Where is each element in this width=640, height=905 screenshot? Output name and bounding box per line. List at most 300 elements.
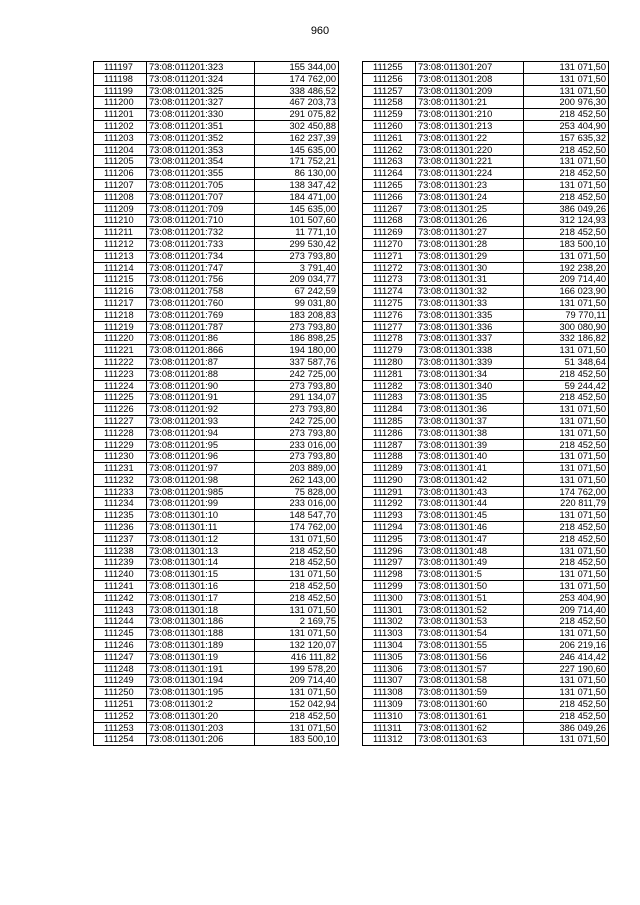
value-cell: 218 452,50: [524, 616, 609, 628]
table-row: [363, 722, 609, 734]
cadastral-number-cell: 73:08:011301:55: [416, 640, 524, 652]
cadastral-number-cell: 73:08:011301:224: [416, 168, 524, 180]
row-number-cell: 111222: [94, 356, 147, 368]
row-number-cell: 111279: [363, 345, 416, 357]
table-row: [363, 710, 609, 722]
row-number-cell: 111243: [94, 604, 147, 616]
cadastral-number-cell: 73:08:011201:866: [147, 345, 255, 357]
table-row: [94, 439, 339, 451]
cadastral-number-cell: 73:08:011301:52: [416, 604, 524, 616]
cadastral-number-cell: 73:08:011201:733: [147, 238, 255, 250]
row-number-cell: 111236: [94, 522, 147, 534]
table-row: [363, 522, 609, 534]
cadastral-number-cell: 73:08:011301:31: [416, 274, 524, 286]
table-row: [94, 109, 339, 121]
row-number-cell: 111221: [94, 345, 147, 357]
table-row: [363, 687, 609, 699]
row-number-cell: 111266: [363, 191, 416, 203]
row-number-cell: 111297: [363, 557, 416, 569]
cadastral-number-cell: 73:08:011301:12: [147, 533, 255, 545]
row-number-cell: 111211: [94, 227, 147, 239]
table-row: [94, 345, 339, 357]
value-cell: 183 500,10: [255, 734, 339, 746]
row-number-cell: 111200: [94, 97, 147, 109]
table-row: [363, 640, 609, 652]
value-cell: 273 793,80: [255, 250, 339, 262]
row-number-cell: 111213: [94, 250, 147, 262]
row-number-cell: 111241: [94, 581, 147, 593]
cadastral-number-cell: 73:08:011201:732: [147, 227, 255, 239]
table-row: [363, 604, 609, 616]
value-cell: 171 752,21: [255, 156, 339, 168]
row-number-cell: 111239: [94, 557, 147, 569]
table-row: [363, 557, 609, 569]
value-cell: 131 071,50: [524, 510, 609, 522]
table-row: [94, 297, 339, 309]
cadastral-number-cell: 73:08:011301:188: [147, 628, 255, 640]
cadastral-number-cell: 73:08:011301:209: [416, 85, 524, 97]
row-number-cell: 111231: [94, 463, 147, 475]
row-number-cell: 111205: [94, 156, 147, 168]
table-row: [363, 286, 609, 298]
row-number-cell: 111232: [94, 474, 147, 486]
cadastral-number-cell: 73:08:011301:42: [416, 474, 524, 486]
row-number-cell: 111248: [94, 663, 147, 675]
table-row: [363, 97, 609, 109]
cadastral-number-cell: 73:08:011301:59: [416, 687, 524, 699]
value-cell: 218 452,50: [524, 109, 609, 121]
row-number-cell: 111304: [363, 640, 416, 652]
row-number-cell: 111240: [94, 569, 147, 581]
table-row: [363, 569, 609, 581]
value-cell: 131 071,50: [524, 156, 609, 168]
row-number-cell: 111292: [363, 498, 416, 510]
value-cell: 218 452,50: [524, 522, 609, 534]
value-cell: 262 143,00: [255, 474, 339, 486]
table-row: [363, 321, 609, 333]
table-row: [94, 203, 339, 215]
table-row: [94, 569, 339, 581]
value-cell: 253 404,90: [524, 120, 609, 132]
value-cell: 332 186,82: [524, 333, 609, 345]
table-row: [94, 333, 339, 345]
value-cell: 312 124,93: [524, 215, 609, 227]
cadastral-number-cell: 73:08:011301:37: [416, 415, 524, 427]
value-cell: 131 071,50: [524, 545, 609, 557]
cadastral-number-cell: 73:08:011301:337: [416, 333, 524, 345]
table-row: [94, 368, 339, 380]
cadastral-number-cell: 73:08:011301:203: [147, 722, 255, 734]
cadastral-number-cell: 73:08:011301:25: [416, 203, 524, 215]
cadastral-number-cell: 73:08:011201:92: [147, 404, 255, 416]
page-number: 960: [310, 25, 330, 37]
row-number-cell: 111268: [363, 215, 416, 227]
left-data-table: [93, 61, 339, 746]
value-cell: 299 530,42: [255, 238, 339, 250]
value-cell: 337 587,76: [255, 356, 339, 368]
row-number-cell: 111235: [94, 510, 147, 522]
table-row: [94, 73, 339, 85]
value-cell: 186 898,25: [255, 333, 339, 345]
table-row: [94, 640, 339, 652]
cadastral-number-cell: 73:08:011201:710: [147, 215, 255, 227]
row-number-cell: 111267: [363, 203, 416, 215]
table-row: [363, 628, 609, 640]
left-table-body: [94, 62, 339, 746]
cadastral-number-cell: 73:08:011201:758: [147, 286, 255, 298]
cadastral-number-cell: 73:08:011201:330: [147, 109, 255, 121]
table-row: [94, 62, 339, 74]
table-row: [94, 238, 339, 250]
cadastral-number-cell: 73:08:011201:323: [147, 62, 255, 74]
cadastral-number-cell: 73:08:011301:36: [416, 404, 524, 416]
cadastral-number-cell: 73:08:011301:191: [147, 663, 255, 675]
cadastral-number-cell: 73:08:011301:195: [147, 687, 255, 699]
cadastral-number-cell: 73:08:011301:38: [416, 427, 524, 439]
value-cell: 209 714,40: [524, 274, 609, 286]
row-number-cell: 111257: [363, 85, 416, 97]
table-row: [94, 451, 339, 463]
right-table-body: [363, 62, 609, 746]
row-number-cell: 111250: [94, 687, 147, 699]
value-cell: 162 237,39: [255, 132, 339, 144]
row-number-cell: 111277: [363, 321, 416, 333]
table-row: [94, 168, 339, 180]
cadastral-number-cell: 73:08:011301:35: [416, 392, 524, 404]
cadastral-number-cell: 73:08:011301:189: [147, 640, 255, 652]
row-number-cell: 111312: [363, 734, 416, 746]
table-row: [94, 85, 339, 97]
value-cell: 101 507,60: [255, 215, 339, 227]
table-row: [94, 120, 339, 132]
value-cell: 209 714,40: [255, 675, 339, 687]
value-cell: 174 762,00: [524, 486, 609, 498]
table-row: [94, 557, 339, 569]
cadastral-number-cell: 73:08:011301:56: [416, 651, 524, 663]
value-cell: 131 071,50: [524, 73, 609, 85]
row-number-cell: 111284: [363, 404, 416, 416]
row-number-cell: 111281: [363, 368, 416, 380]
cadastral-number-cell: 73:08:011301:50: [416, 581, 524, 593]
value-cell: 273 793,80: [255, 427, 339, 439]
cadastral-number-cell: 73:08:011301:29: [416, 250, 524, 262]
value-cell: 131 071,50: [524, 569, 609, 581]
table-row: [94, 309, 339, 321]
table-row: [94, 250, 339, 262]
row-number-cell: 111289: [363, 463, 416, 475]
value-cell: 242 725,00: [255, 368, 339, 380]
row-number-cell: 111263: [363, 156, 416, 168]
cadastral-number-cell: 73:08:011301:60: [416, 699, 524, 711]
table-row: [94, 321, 339, 333]
value-cell: 155 344,00: [255, 62, 339, 74]
cadastral-number-cell: 73:08:011301:206: [147, 734, 255, 746]
value-cell: 3 791,40: [255, 262, 339, 274]
value-cell: 273 793,80: [255, 321, 339, 333]
value-cell: 131 071,50: [524, 427, 609, 439]
value-cell: 233 016,00: [255, 498, 339, 510]
value-cell: 206 219,16: [524, 640, 609, 652]
cadastral-number-cell: 73:08:011201:93: [147, 415, 255, 427]
row-number-cell: 111216: [94, 286, 147, 298]
cadastral-number-cell: 73:08:011301:23: [416, 179, 524, 191]
row-number-cell: 111262: [363, 144, 416, 156]
row-number-cell: 111286: [363, 427, 416, 439]
value-cell: 148 547,70: [255, 510, 339, 522]
table-row: [94, 392, 339, 404]
table-row: [94, 132, 339, 144]
table-row: [363, 333, 609, 345]
row-number-cell: 111212: [94, 238, 147, 250]
row-number-cell: 111256: [363, 73, 416, 85]
value-cell: 218 452,50: [524, 439, 609, 451]
table-row: [94, 274, 339, 286]
cadastral-number-cell: 73:08:011201:705: [147, 179, 255, 191]
table-row: [94, 191, 339, 203]
value-cell: 152 042,94: [255, 699, 339, 711]
table-row: [363, 545, 609, 557]
table-row: [94, 533, 339, 545]
value-cell: 99 031,80: [255, 297, 339, 309]
cadastral-number-cell: 73:08:011301:58: [416, 675, 524, 687]
table-row: [363, 345, 609, 357]
row-number-cell: 111301: [363, 604, 416, 616]
table-row: [363, 663, 609, 675]
value-cell: 131 071,50: [255, 687, 339, 699]
row-number-cell: 111273: [363, 274, 416, 286]
table-row: [94, 722, 339, 734]
cadastral-number-cell: 73:08:011301:39: [416, 439, 524, 451]
cadastral-number-cell: 73:08:011201:324: [147, 73, 255, 85]
row-number-cell: 111302: [363, 616, 416, 628]
value-cell: 174 762,00: [255, 522, 339, 534]
row-number-cell: 111209: [94, 203, 147, 215]
cadastral-number-cell: 73:08:011301:45: [416, 510, 524, 522]
row-number-cell: 111225: [94, 392, 147, 404]
table-row: [94, 663, 339, 675]
cadastral-number-cell: 73:08:011301:338: [416, 345, 524, 357]
row-number-cell: 111247: [94, 651, 147, 663]
cadastral-number-cell: 73:08:011301:46: [416, 522, 524, 534]
value-cell: 218 452,50: [255, 710, 339, 722]
cadastral-number-cell: 73:08:011301:335: [416, 309, 524, 321]
table-row: [363, 191, 609, 203]
row-number-cell: 111230: [94, 451, 147, 463]
cadastral-number-cell: 73:08:011301:339: [416, 356, 524, 368]
row-number-cell: 111237: [94, 533, 147, 545]
cadastral-number-cell: 73:08:011201:352: [147, 132, 255, 144]
cadastral-number-cell: 73:08:011301:213: [416, 120, 524, 132]
row-number-cell: 111199: [94, 85, 147, 97]
value-cell: 131 071,50: [524, 62, 609, 74]
row-number-cell: 111309: [363, 699, 416, 711]
table-row: [363, 427, 609, 439]
table-row: [363, 356, 609, 368]
cadastral-number-cell: 73:08:011301:48: [416, 545, 524, 557]
row-number-cell: 111296: [363, 545, 416, 557]
row-number-cell: 111298: [363, 569, 416, 581]
table-row: [363, 215, 609, 227]
value-cell: 131 071,50: [524, 404, 609, 416]
row-number-cell: 111224: [94, 380, 147, 392]
cadastral-number-cell: 73:08:011201:87: [147, 356, 255, 368]
table-row: [363, 699, 609, 711]
value-cell: 218 452,50: [524, 144, 609, 156]
table-row: [363, 486, 609, 498]
row-number-cell: 111278: [363, 333, 416, 345]
value-cell: 166 023,90: [524, 286, 609, 298]
value-cell: 273 793,80: [255, 404, 339, 416]
cadastral-number-cell: 73:08:011301:57: [416, 663, 524, 675]
value-cell: 131 071,50: [524, 463, 609, 475]
row-number-cell: 111258: [363, 97, 416, 109]
cadastral-number-cell: 73:08:011201:96: [147, 451, 255, 463]
table-row: [363, 498, 609, 510]
value-cell: 218 452,50: [524, 557, 609, 569]
row-number-cell: 111229: [94, 439, 147, 451]
cadastral-number-cell: 73:08:011201:97: [147, 463, 255, 475]
table-row: [363, 109, 609, 121]
cadastral-number-cell: 73:08:011201:707: [147, 191, 255, 203]
cadastral-number-cell: 73:08:011301:40: [416, 451, 524, 463]
value-cell: 145 635,00: [255, 144, 339, 156]
table-row: [363, 62, 609, 74]
value-cell: 183 208,83: [255, 309, 339, 321]
row-number-cell: 111201: [94, 109, 147, 121]
row-number-cell: 111291: [363, 486, 416, 498]
table-row: [363, 262, 609, 274]
value-cell: 67 242,59: [255, 286, 339, 298]
table-row: [363, 392, 609, 404]
row-number-cell: 111219: [94, 321, 147, 333]
value-cell: 218 452,50: [524, 392, 609, 404]
value-cell: 138 347,42: [255, 179, 339, 191]
value-cell: 2 169,75: [255, 616, 339, 628]
value-cell: 131 071,50: [524, 345, 609, 357]
value-cell: 131 071,50: [524, 250, 609, 262]
row-number-cell: 111269: [363, 227, 416, 239]
cadastral-number-cell: 73:08:011301:61: [416, 710, 524, 722]
row-number-cell: 111245: [94, 628, 147, 640]
value-cell: 227 190,60: [524, 663, 609, 675]
row-number-cell: 111198: [94, 73, 147, 85]
table-row: [363, 463, 609, 475]
value-cell: 220 811,79: [524, 498, 609, 510]
value-cell: 194 180,00: [255, 345, 339, 357]
row-number-cell: 111287: [363, 439, 416, 451]
value-cell: 59 244,42: [524, 380, 609, 392]
cadastral-number-cell: 73:08:011201:760: [147, 297, 255, 309]
table-row: [363, 451, 609, 463]
row-number-cell: 111294: [363, 522, 416, 534]
row-number-cell: 111274: [363, 286, 416, 298]
cadastral-number-cell: 73:08:011201:787: [147, 321, 255, 333]
row-number-cell: 111207: [94, 179, 147, 191]
value-cell: 209 714,40: [524, 604, 609, 616]
table-row: [363, 85, 609, 97]
cadastral-number-cell: 73:08:011301:10: [147, 510, 255, 522]
row-number-cell: 111228: [94, 427, 147, 439]
row-number-cell: 111254: [94, 734, 147, 746]
value-cell: 302 450,88: [255, 120, 339, 132]
cadastral-number-cell: 73:08:011201:94: [147, 427, 255, 439]
cadastral-number-cell: 73:08:011301:5: [416, 569, 524, 581]
row-number-cell: 111288: [363, 451, 416, 463]
table-row: [363, 404, 609, 416]
value-cell: 131 071,50: [524, 628, 609, 640]
table-row: [94, 404, 339, 416]
value-cell: 131 071,50: [524, 581, 609, 593]
cadastral-number-cell: 73:08:011301:54: [416, 628, 524, 640]
cadastral-number-cell: 73:08:011301:21: [416, 97, 524, 109]
cadastral-number-cell: 73:08:011201:985: [147, 486, 255, 498]
value-cell: 131 071,50: [255, 722, 339, 734]
row-number-cell: 111310: [363, 710, 416, 722]
row-number-cell: 111305: [363, 651, 416, 663]
table-row: [94, 604, 339, 616]
value-cell: 75 828,00: [255, 486, 339, 498]
table-row: [363, 179, 609, 191]
table-row: [94, 427, 339, 439]
cadastral-number-cell: 73:08:011301:194: [147, 675, 255, 687]
value-cell: 131 071,50: [524, 415, 609, 427]
cadastral-number-cell: 73:08:011301:24: [416, 191, 524, 203]
table-row: [94, 710, 339, 722]
table-row: [363, 675, 609, 687]
cadastral-number-cell: 73:08:011301:17: [147, 592, 255, 604]
row-number-cell: 111210: [94, 215, 147, 227]
table-row: [363, 616, 609, 628]
cadastral-number-cell: 73:08:011301:47: [416, 533, 524, 545]
value-cell: 218 452,50: [524, 368, 609, 380]
value-cell: 218 452,50: [524, 227, 609, 239]
row-number-cell: 111220: [94, 333, 147, 345]
value-cell: 131 071,50: [524, 85, 609, 97]
value-cell: 338 486,52: [255, 85, 339, 97]
table-row: [363, 474, 609, 486]
cadastral-number-cell: 73:08:011201:354: [147, 156, 255, 168]
cadastral-number-cell: 73:08:011301:32: [416, 286, 524, 298]
row-number-cell: 111226: [94, 404, 147, 416]
cadastral-number-cell: 73:08:011301:27: [416, 227, 524, 239]
value-cell: 145 635,00: [255, 203, 339, 215]
cadastral-number-cell: 73:08:011301:16: [147, 581, 255, 593]
row-number-cell: 111276: [363, 309, 416, 321]
cadastral-number-cell: 73:08:011301:41: [416, 463, 524, 475]
row-number-cell: 111264: [363, 168, 416, 180]
table-row: [94, 734, 339, 746]
value-cell: 233 016,00: [255, 439, 339, 451]
cadastral-number-cell: 73:08:011301:340: [416, 380, 524, 392]
row-number-cell: 111244: [94, 616, 147, 628]
value-cell: 184 471,00: [255, 191, 339, 203]
cadastral-number-cell: 73:08:011301:13: [147, 545, 255, 557]
table-row: [94, 616, 339, 628]
row-number-cell: 111242: [94, 592, 147, 604]
cadastral-number-cell: 73:08:011301:44: [416, 498, 524, 510]
value-cell: 291 134,07: [255, 392, 339, 404]
value-cell: 273 793,80: [255, 380, 339, 392]
cadastral-number-cell: 73:08:011201:353: [147, 144, 255, 156]
table-row: [363, 227, 609, 239]
value-cell: 200 976,30: [524, 97, 609, 109]
cadastral-number-cell: 73:08:011201:355: [147, 168, 255, 180]
cadastral-number-cell: 73:08:011301:63: [416, 734, 524, 746]
value-cell: 209 034,77: [255, 274, 339, 286]
table-row: [94, 380, 339, 392]
value-cell: 416 111,82: [255, 651, 339, 663]
value-cell: 218 452,50: [524, 699, 609, 711]
